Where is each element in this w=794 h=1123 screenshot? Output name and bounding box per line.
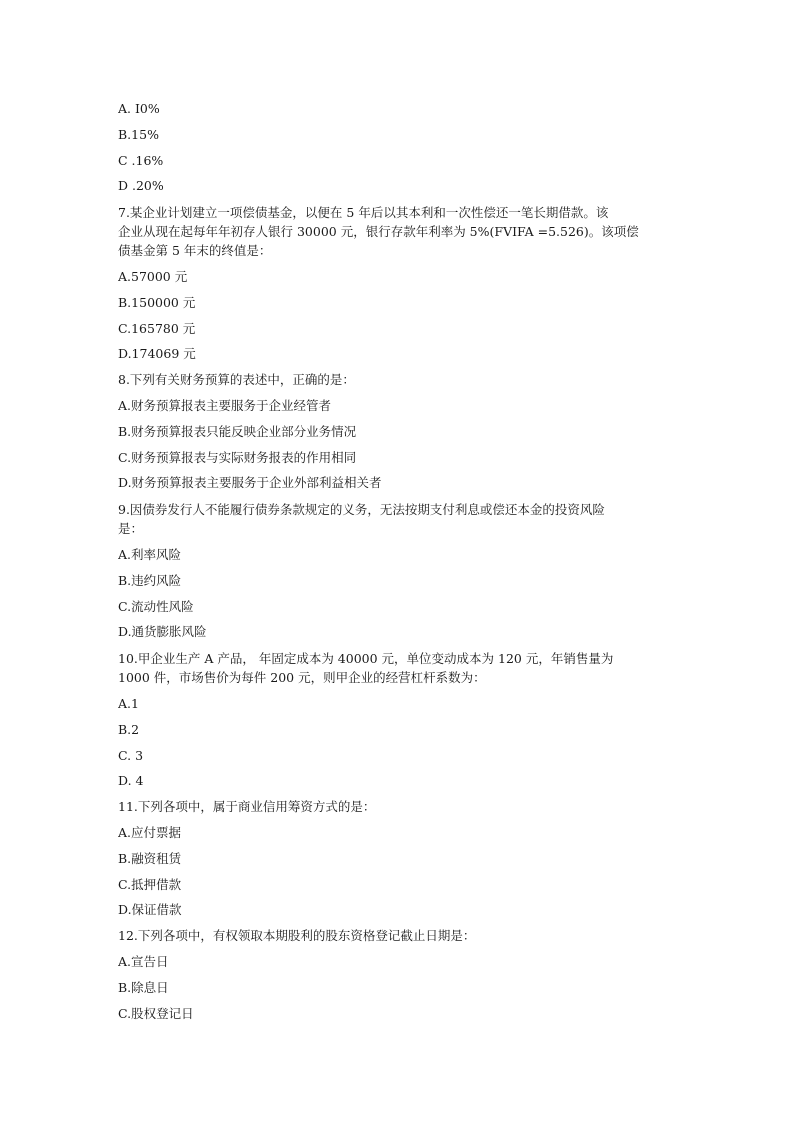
option-6c: C .16%	[118, 152, 164, 168]
question-12-stem: 12.下列各项中，有权领取本期股利的股东资格登记截止日期是：	[118, 928, 476, 944]
question-8	[118, 371, 678, 492]
option-12b: B.除息日	[118, 979, 169, 995]
question-11-stem: 11.下列各项中，属于商业信用筹资方式的是：	[118, 799, 376, 815]
question-10	[118, 649, 678, 790]
question-list	[118, 100, 678, 1030]
option-7a: A.57000 元	[118, 268, 188, 284]
option-10d: D. 4	[118, 773, 144, 789]
question-11	[118, 798, 678, 919]
question-7-stem	[118, 203, 678, 260]
question-10-stem	[118, 649, 678, 687]
option-6a: A. I0%	[118, 101, 160, 116]
option-10a: A.1	[118, 695, 139, 711]
option-9c: C.流动性风险	[118, 598, 194, 614]
option-11d: D.保证借款	[118, 902, 182, 918]
question-9-line-2: 是：	[118, 521, 144, 537]
option-7d: D.174069 元	[118, 346, 196, 362]
option-8b: B.财务预算报表只能反映企业部分业务情况	[118, 423, 357, 439]
option-10c: C. 3	[118, 747, 144, 763]
question-8-stem: 8.下列有关财务预算的表述中，正确的是：	[118, 372, 355, 388]
option-11a: A.应付票据	[118, 824, 182, 840]
option-6b: B.15%	[118, 126, 159, 142]
question-9	[118, 500, 678, 641]
question-10-line-2: 1000 件，市场售价为每件 200 元，则甲企业的经营杠杆系数为：	[118, 670, 486, 686]
question-7	[118, 203, 678, 363]
option-11b: B.融资租赁	[118, 850, 182, 866]
option-12c: C.股权登记日	[118, 1005, 194, 1021]
option-12a: A.宣告日	[118, 953, 169, 969]
question-9-line-1: 9.因债券发行人不能履行债券条款规定的义务，无法按期支付利息或偿还本金的投资风险	[118, 502, 605, 518]
option-8a: A.财务预算报表主要服务于企业经管者	[118, 397, 332, 413]
option-6d: D .20%	[118, 178, 164, 194]
option-8d: D.财务预算报表主要服务于企业外部利益相关者	[118, 475, 382, 491]
question-6-options	[118, 100, 678, 195]
question-9-stem	[118, 500, 678, 538]
option-9b: B.违约风险	[118, 572, 182, 588]
question-7-line-1: 7.某企业计划建立一项偿债基金，以便在 5 年后以其本利和一次性偿还一笔长期借款。该	[118, 205, 609, 221]
option-7c: C.165780 元	[118, 320, 196, 336]
question-7-line-3: 债基金第 5 年末的终值是：	[118, 243, 272, 259]
option-9d: D.通货膨胀风险	[118, 624, 207, 640]
question-10-line-1: 10.甲企业生产 A 产品， 年固定成本为 40000 元，单位变动成本为 120 元，年销售量为	[118, 651, 614, 667]
option-10b: B.2	[118, 721, 140, 737]
option-8c: C.财务预算报表与实际财务报表的作用相同	[118, 449, 357, 465]
question-7-line-2: 企业从现在起每年年初存人银行 30000 元，银行存款年利率为 5%(FVIFA =5.526)。该项偿	[118, 224, 639, 240]
option-7b: B.150000 元	[118, 294, 196, 310]
question-12	[118, 927, 678, 1022]
option-9a: A.利率风险	[118, 546, 182, 562]
option-11c: C.抵押借款	[118, 876, 182, 892]
